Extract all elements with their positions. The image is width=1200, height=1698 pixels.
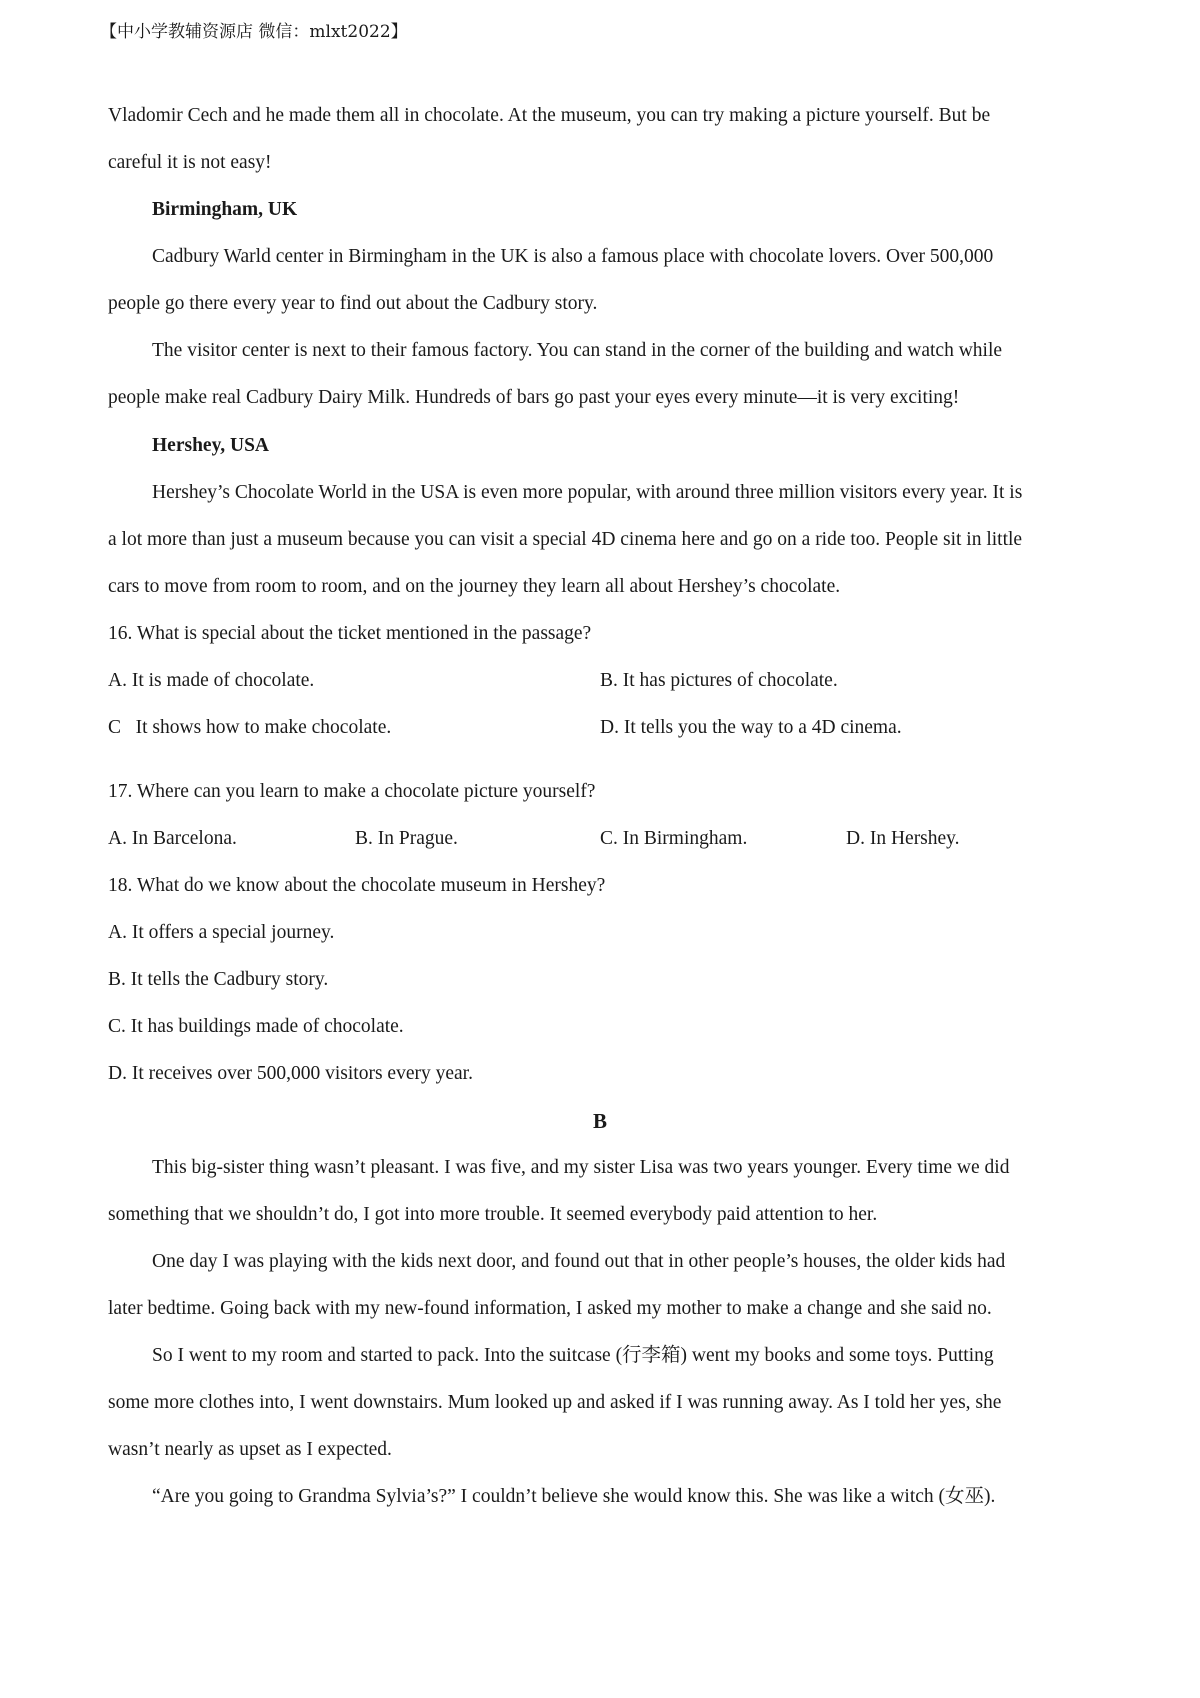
text-line: So I went to my room and started to pack. Into the suitcase (行李箱) went my books and some toys. Putting: [152, 1345, 994, 1366]
text-line: later bedtime. Going back with my new-found information, I asked my mother to make a change and she said no.: [108, 1298, 992, 1319]
text-line: This big-sister thing wasn’t pleasant. I was five, and my sister Lisa was two years younger. Every time we did: [152, 1157, 1010, 1178]
option-b: B. It tells the Cadbury story.: [108, 969, 329, 990]
text-line: some more clothes into, I went downstairs. Mum looked up and asked if I was running away. As I told her yes, she: [108, 1392, 1002, 1413]
page-header: 【中小学教辅资源店 微信：mlxt2022】: [100, 22, 408, 42]
question-stem: 16. What is special about the ticket mentioned in the passage?: [108, 623, 592, 644]
text-line: The visitor center is next to their famous factory. You can stand in the corner of the building and watch while: [152, 340, 1003, 361]
option-b: B. In Prague.: [355, 828, 458, 849]
option-c: C. It has buildings made of chocolate.: [108, 1016, 404, 1037]
option-c: C. In Birmingham.: [600, 828, 748, 849]
text-line: Hershey’s Chocolate World in the USA is even more popular, with around three million visitors every year. It is: [152, 482, 1023, 503]
question-stem: 18. What do we know about the chocolate museum in Hershey?: [108, 875, 606, 896]
text-line: people make real Cadbury Dairy Milk. Hundreds of bars go past your eyes every minute—it is very exciting!: [108, 387, 960, 408]
text-line: Vladomir Cech and he made them all in chocolate. At the museum, you can try making a picture yourself. But be: [108, 105, 991, 126]
text-line: Cadbury Warld center in Birmingham in the UK is also a famous place with chocolate lovers. Over 500,000: [152, 246, 994, 267]
text-line: One day I was playing with the kids next door, and found out that in other people’s houses, the older kids had: [152, 1251, 1006, 1272]
text-line: “Are you going to Grandma Sylvia’s?” I couldn’t believe she would know this. She was like a witch (女巫).: [152, 1486, 996, 1507]
text-line: something that we shouldn’t do, I got into more trouble. It seemed everybody paid attention to her.: [108, 1204, 878, 1225]
section-heading: Birmingham, UK: [152, 199, 298, 220]
option-a: A. It offers a special journey.: [108, 922, 335, 943]
section-heading: Hershey, USA: [152, 435, 269, 456]
text-line: careful it is not easy!: [108, 152, 272, 173]
text-line: a lot more than just a museum because you can visit a special 4D cinema here and go on a ride too. People sit in little: [108, 529, 1023, 550]
option-a: A. It is made of chocolate.: [108, 670, 315, 691]
option-d: D. It tells you the way to a 4D cinema.: [600, 717, 902, 738]
text-line: cars to move from room to room, and on the journey they learn all about Hershey’s chocolate.: [108, 576, 841, 597]
option-c: C It shows how to make chocolate.: [108, 717, 392, 738]
passage-title: B: [592, 1109, 607, 1133]
option-d: D. It receives over 500,000 visitors every year.: [108, 1063, 473, 1084]
option-b: B. It has pictures of chocolate.: [600, 670, 838, 691]
text-line: people go there every year to find out about the Cadbury story.: [108, 293, 598, 314]
option-d: D. In Hershey.: [846, 828, 960, 849]
text-line: wasn’t nearly as upset as I expected.: [108, 1439, 392, 1460]
question-stem: 17. Where can you learn to make a chocolate picture yourself?: [108, 781, 596, 802]
option-a: A. In Barcelona.: [108, 828, 237, 849]
